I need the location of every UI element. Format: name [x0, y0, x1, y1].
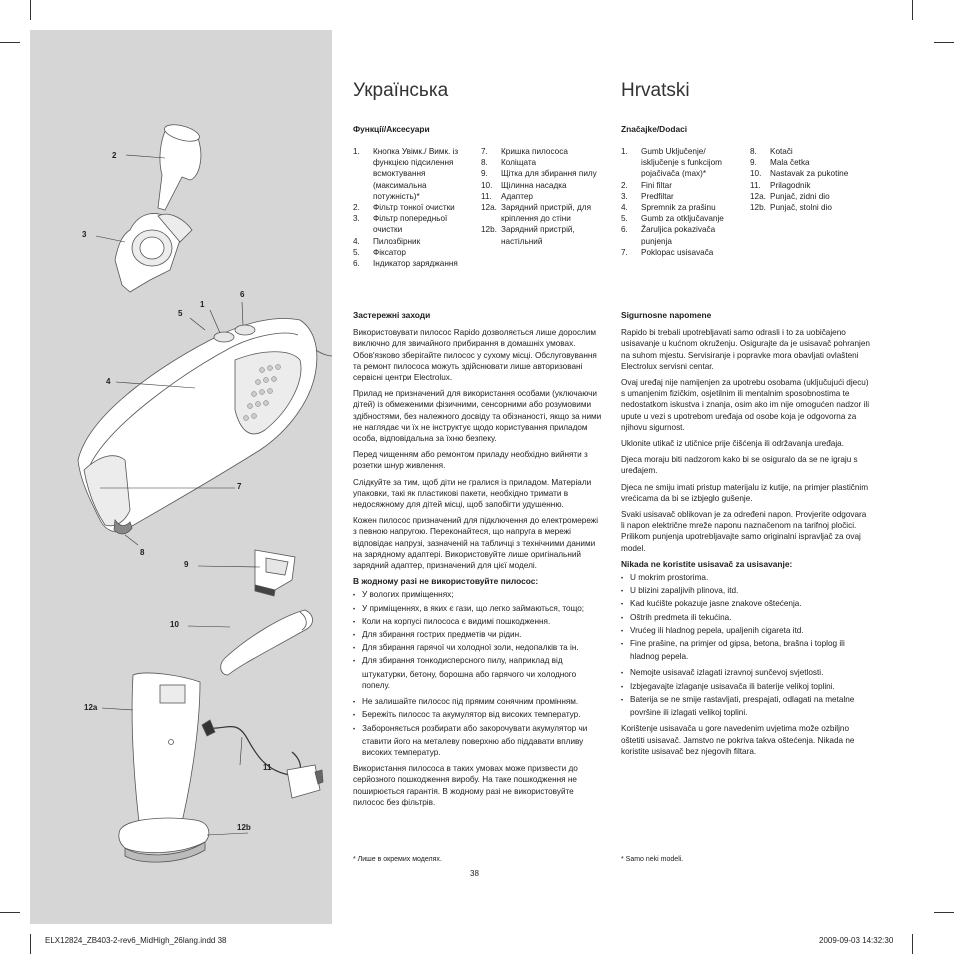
- bullet-icon: •: [353, 646, 356, 653]
- uk-warnings: [353, 310, 603, 813]
- feature-text: Коліщата: [501, 158, 537, 168]
- part-label-5: 5: [178, 309, 183, 318]
- paragraph: Djeca ne smiju imati pristup materijalu iz kutije, na primjer plastičnim vrećicama da bi se izbjeglo gušenje.: [621, 482, 869, 503]
- paragraph: Rapido bi trebali upotrebljavati samo odrasli i to za uobičajeno usisavanje u kućnom okruženju. Osigurajte da je usisavač pohranjen na suhom mjestu. Servisiranje i popravke mora obavljati ovlašteni Electrolux servisni centar.: [621, 328, 870, 371]
- feature-text: Щітка для збирання пилу: [501, 169, 597, 179]
- illustration-panel: [30, 30, 332, 924]
- brush-drawing: [255, 550, 295, 596]
- hr-title: Hrvatski: [621, 80, 690, 101]
- feature-text: Зарядний пристрій, для кріплення до стіни: [501, 203, 592, 224]
- crop-mark: [30, 0, 31, 20]
- feature-number: 7.: [481, 147, 488, 156]
- feature-number: 7.: [621, 247, 628, 257]
- feature-text: Кнопка Увімк./ Вимк. із функцією підсилення всмоктування (максимальна потужність)*: [373, 147, 459, 201]
- feature-item: [353, 258, 475, 269]
- paragraph: Ovaj uređaj nije namijenjen za upotrebu osobama (uključujući djecu) s umanjenim fizičkim, osjetilnim ili mentalnim sposobnostima te nedostatkom iskustva i znanja, osim ako im nije omogućen nadzor ili upute u vezi s upotrebom uređaja od osobe koja je odgovorna za njihovu sigurnost.: [621, 378, 870, 432]
- bullet-text: Забороняється розбирати або закорочувати акумулятор чи ставити його на металеву поверхню або піддавати впливу високих температур.: [362, 723, 588, 757]
- feature-number: 1.: [621, 147, 628, 156]
- bullet-icon: •: [621, 615, 624, 622]
- bullet-item: [621, 598, 871, 611]
- feature-number: 12a.: [750, 191, 766, 201]
- feature-number: 12b.: [750, 203, 766, 213]
- hr-features-right: [750, 146, 874, 213]
- feature-text: Punjač, zidni dio: [770, 191, 830, 201]
- hr-warn-heading: Sigurnosne napomene: [621, 310, 712, 320]
- crop-mark: [912, 934, 913, 954]
- feature-item: [353, 202, 475, 213]
- bullet-text: Для збирання гострих предметів чи рідин.: [362, 630, 522, 640]
- bullet-text: Не залишайте пилосос під прямим сонячним промінням.: [362, 697, 579, 707]
- bullet-item: [621, 694, 871, 718]
- bullet-text: Baterija se ne smije rastavljati, prespajati, odlagati na metalne površine ili izlagati velikoj toplini.: [630, 694, 855, 718]
- uk-closing: Використання пилососа в таких умовах може призвести до серйозного пошкодження виробу. На таке пошкодження не поширюється гарантія. В жодному разі не використовуйте пилосос без фільтрів.: [353, 764, 578, 807]
- part-label-1: 1: [200, 300, 205, 309]
- hr-closing: Korištenje usisavača u gore navedenim uvjetima može ozbiljno oštetiti usisavač. Jamstvo ne pokriva takva oštećenja. Nikada ne koristite usisavač bez njegovih filtara.: [621, 724, 855, 756]
- feature-number: 10.: [481, 180, 493, 190]
- crop-mark: [934, 912, 954, 913]
- bullet-item: [353, 616, 603, 629]
- feature-number: 9.: [481, 169, 488, 179]
- bullet-item: [353, 655, 603, 691]
- part-label-3: 3: [82, 230, 87, 239]
- feature-number: 9.: [750, 158, 757, 168]
- feature-item: [750, 146, 874, 157]
- bullet-item: [621, 625, 871, 638]
- feature-text: Punjač, stolni dio: [770, 203, 832, 213]
- crop-mark: [934, 42, 954, 43]
- feature-text: Зарядний пристрій, настільний: [501, 225, 575, 246]
- feature-text: Spremnik za prašinu: [641, 203, 716, 213]
- crop-mark: [0, 912, 20, 913]
- page-number: 38: [470, 869, 479, 878]
- bullet-icon: •: [621, 684, 624, 691]
- bullet-text: У приміщеннях, в яких є гази, що легко займаються, тощо;: [362, 603, 585, 613]
- feature-item: [481, 146, 603, 157]
- feature-number: 2.: [353, 203, 360, 213]
- uk-never-list: [353, 589, 603, 691]
- feature-item: [750, 168, 874, 179]
- paragraph: Прилад не призначений для використання особами (уключаючи дітей) із обмеженими фізичними, сенсорними або розумовими здібностями, без належного досвіду та обізнаності, якщо за ними не наглядає чи їх не інструктує щодо користування приладом особа, відповідальна за їхню безпеку.: [353, 389, 602, 444]
- bullet-item: [621, 612, 871, 625]
- part-label-11: 11: [263, 763, 272, 772]
- paragraph: Кожен пилосос призначений для підключення до електромережі з певною напругою. Переконайтеся, що напруга в мережі відповідає напрузі, зазначеній на табличці з технічними даними на зарядному адаптері. Використовуйте лише оригінальний зарядний адаптер, призначений для цієї моделі.: [353, 516, 599, 571]
- footer-file-info: ELX12824_ZB403-2-rev6_MidHigh_26lang.indd 38: [45, 936, 227, 945]
- bullet-icon: •: [621, 628, 624, 635]
- paragraph: Використовувати пилосос Rapido дозволяється лише дорослим виключно для звичайного прибирання в домашніх умовах. Обов'язково зберігайте пилосос у сухому місці. Обслуговування та ремонт пилососа можуть здійснювати лише авторизовані сервісні центри Electrolux.: [353, 328, 597, 383]
- feature-number: 3.: [621, 191, 628, 201]
- uk-features-right: [481, 146, 603, 247]
- feature-item: [621, 202, 745, 213]
- uk-features: [353, 124, 603, 141]
- pre-filter-drawing: [115, 213, 192, 292]
- bullet-text: Nemojte usisavač izlagati izravnoj sunčevoj svjetlosti.: [630, 668, 824, 678]
- bullet-icon: •: [621, 697, 624, 704]
- feature-text: Пилозбірник: [373, 236, 421, 246]
- hr-never-list: [621, 572, 871, 662]
- uk-features-heading: Функції/Аксесуари: [353, 124, 430, 134]
- feature-text: Poklopac usisavača: [641, 247, 714, 257]
- bullet-text: Vrućeg ili hladnog pepela, upaljenih cigareta itd.: [630, 625, 804, 635]
- paragraph: Svaki usisavač oblikovan je za određeni napon. Provjerite odgovara li napon električne mreže naponu naznačenom na tarifnoj pločici. Prilikom punjenja upotrebljavajte samo originalni ispravljač za ovaj model.: [621, 510, 867, 553]
- uk-features-left: [353, 146, 475, 269]
- feature-text: Фіксатор: [373, 247, 406, 257]
- feature-number: 6.: [621, 225, 628, 235]
- feature-item: [481, 191, 603, 202]
- bullet-item: [353, 696, 603, 709]
- bullet-item: [353, 629, 603, 642]
- feature-text: Fini filtar: [641, 180, 672, 190]
- part-label-10: 10: [170, 620, 179, 629]
- feature-item: [353, 236, 475, 247]
- crop-mark: [912, 0, 913, 20]
- crevice-nozzle-drawing: [221, 610, 313, 675]
- feature-text: Žaruljica pokazivača punjenja: [641, 225, 716, 246]
- bullet-text: Для збирання гарячої чи холодної золи, недопалків та ін.: [362, 643, 579, 653]
- feature-text: Gumb Uključenje/ isključenje s funkcijom pojačivača (max)*: [641, 147, 722, 179]
- feature-item: [481, 202, 603, 224]
- bullet-icon: •: [353, 713, 356, 720]
- hr-features-left: [621, 146, 745, 258]
- feature-text: Індикатор заряджання: [373, 259, 458, 269]
- feature-text: Kotači: [770, 147, 793, 156]
- bullet-item: [621, 667, 871, 680]
- adapter-drawing: [202, 720, 323, 798]
- feature-item: [481, 157, 603, 168]
- bullet-icon: •: [353, 633, 356, 640]
- bullet-icon: •: [621, 576, 624, 583]
- feature-number: 4.: [621, 203, 628, 213]
- feature-number: 3.: [353, 214, 360, 224]
- feature-item: [750, 191, 874, 202]
- bullet-text: Izbjegavajte izlaganje usisavača ili baterije velikoj toplini.: [630, 681, 835, 691]
- footer-timestamp: 2009-09-03 14:32:30: [819, 936, 894, 945]
- bullet-item: [353, 709, 603, 722]
- uk-warn-heading: Застережні заходи: [353, 310, 431, 320]
- feature-item: [481, 224, 603, 246]
- bullet-text: Бережіть пилосос та акумулятор від високих температур.: [362, 710, 581, 720]
- hr-never-heading: Nikada ne koristite usisavač za usisavanje:: [621, 558, 793, 569]
- feature-text: Nastavak za pukotine: [770, 169, 849, 179]
- bullet-text: Для збирання тонкодисперсного пилу, наприклад від штукатурки, бетону, борошна або гарячого чи холодного попелу.: [362, 656, 577, 690]
- bullet-icon: •: [353, 593, 356, 600]
- bullet-text: U mokrim prostorima.: [630, 573, 709, 583]
- feature-text: Gumb za otključavanje: [641, 214, 724, 224]
- bullet-item: [621, 585, 871, 598]
- hr-features-heading: Značajke/Dodaci: [621, 124, 688, 134]
- bullet-text: Oštrih predmeta ili tekućina.: [630, 612, 732, 622]
- bullet-text: Kad kućište pokazuje jasne znakove oštećenja.: [630, 599, 802, 609]
- hr-warnings: [621, 310, 871, 762]
- feature-text: Адаптер: [501, 191, 533, 201]
- feature-number: 11.: [481, 191, 492, 201]
- feature-item: [621, 180, 745, 191]
- feature-item: [481, 168, 603, 179]
- feature-item: [353, 146, 475, 202]
- uk-paragraphs: [353, 327, 603, 571]
- part-label-8: 8: [140, 548, 145, 557]
- bullet-icon: •: [621, 642, 624, 649]
- crop-mark: [0, 42, 20, 43]
- bullet-text: У вологих приміщеннях;: [362, 590, 454, 600]
- feature-number: 5.: [353, 247, 360, 257]
- feature-text: Prilagodnik: [770, 180, 811, 190]
- feature-item: [621, 146, 745, 180]
- feature-item: [750, 202, 874, 213]
- bullet-icon: •: [353, 606, 356, 613]
- feature-item: [750, 157, 874, 168]
- feature-item: [621, 224, 745, 246]
- feature-number: 5.: [621, 214, 628, 224]
- bullet-icon: •: [353, 619, 356, 626]
- feature-number: 12b.: [481, 225, 497, 235]
- feature-item: [353, 247, 475, 258]
- paragraph: Djeca moraju biti nadzorom kako bi se osiguralo da se ne igraju s uređajem.: [621, 455, 858, 476]
- feature-number: 10.: [750, 169, 762, 179]
- paragraph: Слідкуйте за тим, щоб діти не гралися із приладом. Матеріали упаковки, такі як пластикові пакети, необхідно тримати в недосяжному для дітей місці, щоб запобігти удушенню.: [353, 477, 592, 510]
- uk-title: Українська: [353, 80, 449, 101]
- feature-text: Фільтр попередньої очистки: [373, 214, 448, 235]
- crop-mark: [30, 934, 31, 954]
- feature-number: 12a.: [481, 203, 497, 213]
- bullet-item: [621, 681, 871, 694]
- bullet-icon: •: [621, 671, 624, 678]
- paragraph: Перед чищенням або ремонтом приладу необхідно вийняти з розетки шнур живлення.: [353, 450, 588, 471]
- bullet-icon: •: [353, 659, 356, 666]
- part-label-4: 4: [106, 377, 111, 386]
- uk-never-list-2: [353, 696, 603, 758]
- fine-filter-drawing: [158, 122, 201, 210]
- feature-number: 8.: [481, 158, 488, 168]
- product-illustration: [30, 30, 332, 924]
- feature-text: Mala četka: [770, 158, 810, 168]
- uk-never-heading: В жодному разі не використовуйте пилосос:: [353, 576, 539, 587]
- feature-number: 2.: [621, 180, 628, 190]
- bullet-text: Коли на корпусі пилососа є видимі пошкодження.: [362, 616, 551, 626]
- uk-footnote: * Лише в окремих моделях.: [353, 856, 442, 863]
- bullet-icon: •: [621, 589, 624, 596]
- feature-text: Кришка пилососа: [501, 147, 568, 156]
- bullet-item: [353, 603, 603, 616]
- feature-item: [621, 247, 745, 258]
- part-label-6: 6: [240, 290, 245, 299]
- bullet-item: [353, 642, 603, 655]
- feature-item: [353, 213, 475, 235]
- hr-footnote: * Samo neki modeli.: [621, 856, 684, 863]
- feature-text: Predfiltar: [641, 191, 674, 201]
- part-label-7: 7: [237, 482, 242, 491]
- bullet-icon: •: [353, 700, 356, 707]
- part-label-2: 2: [112, 151, 117, 160]
- feature-text: Щілинна насадка: [501, 180, 567, 190]
- feature-number: 1.: [353, 147, 360, 156]
- feature-item: [481, 180, 603, 191]
- bullet-icon: •: [621, 602, 624, 609]
- bullet-text: Fine prašine, na primjer od gipsa, betona, brašna i toplog ili hladnog pepela.: [630, 639, 845, 662]
- feature-number: 6.: [353, 259, 360, 269]
- bullet-icon: •: [353, 726, 356, 733]
- feature-item: [621, 191, 745, 202]
- hr-paragraphs: [621, 327, 871, 554]
- hr-features: [621, 124, 871, 141]
- vacuum-body-drawing: [78, 318, 332, 533]
- feature-number: 8.: [750, 147, 757, 156]
- bullet-item: [621, 638, 871, 662]
- feature-number: 11.: [750, 180, 761, 190]
- bullet-item: [353, 589, 603, 602]
- feature-text: Фільтр тонкої очистки: [373, 203, 455, 213]
- bullet-item: [353, 723, 603, 759]
- hr-never-list-2: [621, 667, 871, 718]
- feature-number: 4.: [353, 236, 360, 246]
- paragraph: Uklonite utikač iz utičnice prije čišćenja ili održavanja uređaja.: [621, 439, 844, 449]
- feature-item: [750, 180, 874, 191]
- bullet-item: [621, 572, 871, 585]
- part-label-12b: 12b: [237, 823, 251, 832]
- charger-drawing: [119, 673, 209, 862]
- bullet-text: U blizini zapaljivih plinova, itd.: [630, 586, 739, 596]
- feature-item: [621, 213, 745, 224]
- part-label-12a: 12a: [84, 703, 98, 712]
- part-label-9: 9: [184, 560, 189, 569]
